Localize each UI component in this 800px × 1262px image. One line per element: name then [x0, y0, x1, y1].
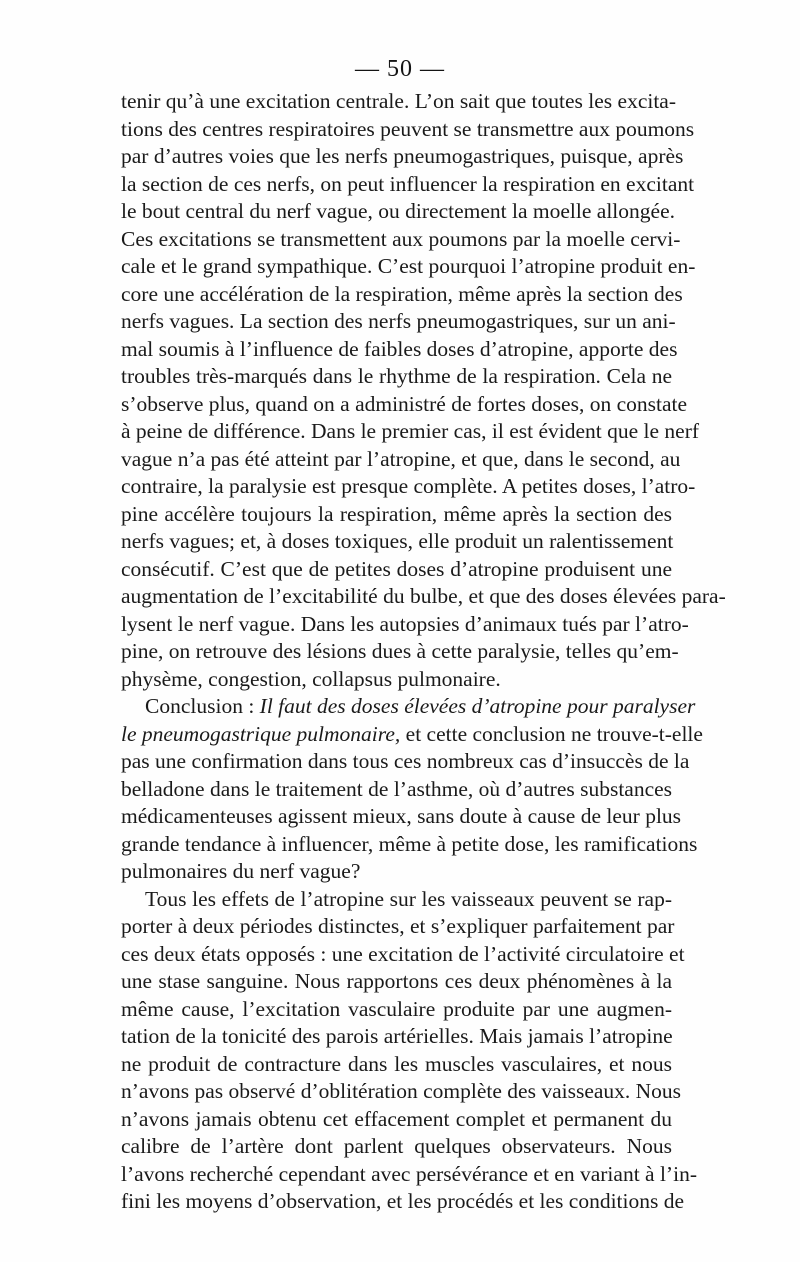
text-line [121, 693, 696, 721]
text-segment: n’avons jamais obtenu cet effacement complet et permanent du [121, 1106, 672, 1131]
text-segment: n’avons pas observé d’oblitération complète des vaisseaux. Nous [121, 1079, 682, 1103]
text-segment: augmentation de l’excitabilité du bulbe, et que des doses élevées para- [121, 584, 726, 608]
text-segment: cale et le grand sympathique. C’est pourquoi l’atropine produit en- [121, 254, 696, 278]
text-segment: pulmonaires du nerf vague? [121, 859, 361, 883]
text-line [121, 748, 690, 776]
text-segment: tenir qu’à une excitation centrale. L’on sait que toutes les excita- [121, 89, 677, 113]
text-line [121, 968, 672, 996]
text-segment: nerfs vagues; et, à doses toxiques, elle produit un ralentissement [121, 529, 674, 553]
text-line [121, 886, 672, 914]
text-segment: Ces excitations se transmettent aux poumons par la moelle cervi- [121, 226, 681, 251]
text-line [121, 528, 672, 556]
text-line [121, 391, 688, 419]
text-segment: Conclusion : [145, 694, 260, 718]
text-line [121, 418, 700, 446]
text-line [121, 638, 679, 666]
italic-text: Il faut des doses élevées d’atropine pour paralyser [259, 694, 696, 718]
text-segment: à peine de différence. Dans le premier cas, il est évident que le nerf [121, 419, 700, 443]
text-segment: par d’autres voies que les nerfs pneumogastriques, puisque, après [121, 144, 684, 168]
text-line [121, 611, 689, 639]
text-segment: même cause, l’excitation vasculaire produite par une augmen- [121, 996, 672, 1021]
text-segment: médicamenteuses agissent mieux, sans doute à cause de leur plus [121, 804, 682, 828]
text-segment: le bout central du nerf vague, ou directement la moelle allongée. [121, 199, 675, 223]
text-line [121, 143, 684, 171]
text-line [121, 858, 672, 886]
text-segment: une stase sanguine. Nous rapportons ces deux phénomènes à la [121, 969, 672, 993]
text-segment: pas une confirmation dans tous ces nombreux cas d’insuccès de la [121, 749, 690, 773]
text-segment: tation de la tonicité des parois artérielles. Mais jamais l’atropine [121, 1024, 673, 1048]
text-segment: consécutif. C’est que de petites doses d’atropine produisent une [121, 556, 672, 581]
text-segment: l’avons recherché cependant avec persévérance et en variant à l’in- [121, 1161, 697, 1186]
text-line [121, 171, 695, 199]
text-line [121, 1106, 672, 1134]
text-segment: vague n’a pas été atteint par l’atropine, et que, dans le second, au [121, 446, 681, 471]
text-line [121, 831, 698, 859]
text-line [121, 198, 675, 226]
text-line [121, 501, 672, 529]
text-segment: Tous les effets de l’atropine sur les vaisseaux peuvent se rap- [145, 886, 672, 911]
text-segment: nerfs vagues. La section des nerfs pneumogastriques, sur un ani- [121, 309, 676, 333]
body-text [121, 88, 726, 1216]
text-segment: core une accélération de la respiration, même après la section des [121, 281, 683, 306]
text-segment: grande tendance à influencer, même à petite dose, les ramifications [121, 831, 698, 856]
text-line [121, 996, 672, 1024]
text-line [121, 776, 672, 804]
text-segment: lysent le nerf vague. Dans les autopsies d’animaux tués par l’atro- [121, 611, 689, 636]
text-line [121, 336, 678, 364]
text-line [121, 363, 672, 391]
text-segment: pine, on retrouve des lésions dues à cette paralysie, telles qu’em- [121, 639, 679, 663]
text-line [121, 1188, 685, 1216]
text-segment: tions des centres respiratoires peuvent se transmettre aux poumons [121, 116, 695, 141]
text-line [121, 446, 681, 474]
text-line [121, 116, 695, 144]
text-line [121, 721, 703, 749]
text-line [121, 308, 676, 336]
text-segment: troubles très-marqués dans le rhythme de la respiration. Cela ne [121, 364, 672, 388]
text-segment: s’observe plus, quand on a administré de fortes doses, on constate [121, 391, 688, 416]
text-line [121, 803, 682, 831]
text-segment: calibre de l’artère dont parlent quelques observateurs. Nous [121, 1134, 672, 1158]
text-line [121, 473, 696, 501]
text-segment: fini les moyens d’observation, et les procédés et les conditions de [121, 1189, 685, 1213]
text-segment: la section de ces nerfs, on peut influencer la respiration en excitant [121, 171, 695, 196]
text-line [121, 281, 683, 309]
text-line [121, 253, 696, 281]
text-line [121, 1133, 672, 1161]
text-segment: physème, congestion, collapsus pulmonaire. [121, 666, 501, 691]
italic-text: le pneumogastrique pulmonaire, [121, 721, 401, 746]
text-segment: ne produit de contracture dans les muscles vasculaires, et nous [121, 1051, 672, 1076]
text-line [121, 1161, 697, 1189]
text-segment: pine accélère toujours la respiration, même après la section des [121, 501, 672, 526]
text-line [121, 913, 675, 941]
text-segment: porter à deux périodes distinctes, et s’expliquer parfaitement par [121, 914, 675, 938]
text-line [121, 1023, 672, 1051]
text-segment: contraire, la paralysie est presque complète. A petites doses, l’atro- [121, 474, 696, 498]
text-line [121, 226, 681, 254]
text-segment: et cette conclusion ne trouve-t-elle [400, 721, 703, 746]
text-segment: mal soumis à l’influence de faibles doses d’atropine, apporte des [121, 336, 678, 361]
text-segment: belladone dans le traitement de l’asthme, où d’autres substances [121, 776, 673, 801]
text-line [121, 941, 685, 969]
text-line [121, 556, 672, 584]
text-line [121, 1051, 672, 1079]
text-line [121, 666, 672, 694]
text-line [121, 1078, 682, 1106]
text-line [121, 88, 677, 116]
text-segment: ces deux états opposés : une excitation de l’activité circulatoire et [121, 941, 685, 966]
page-number: — 50 — [355, 56, 445, 82]
text-line [121, 583, 726, 611]
